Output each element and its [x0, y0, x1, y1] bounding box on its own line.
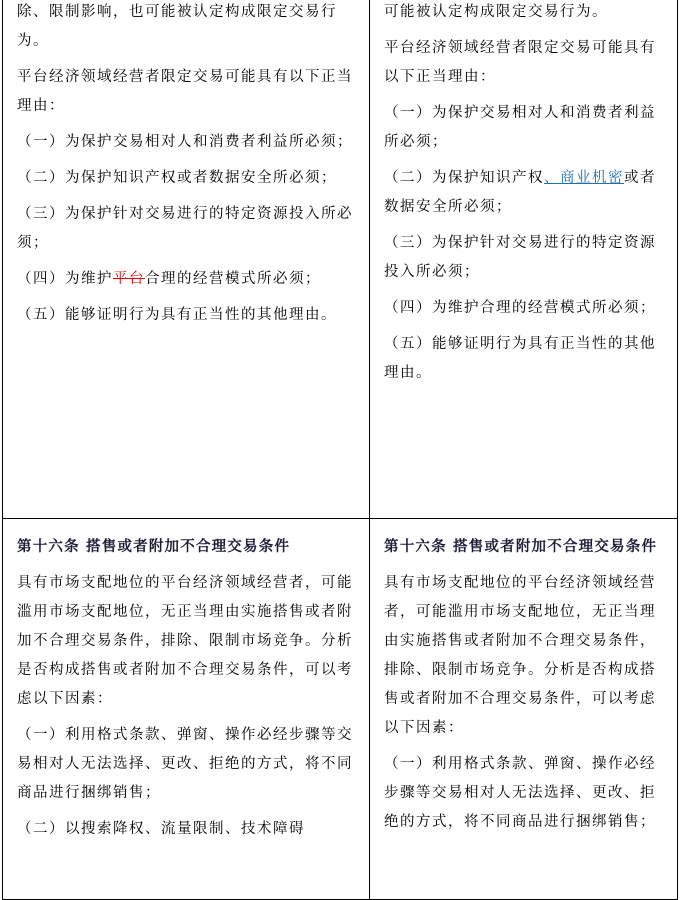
paragraph: （三）为保护针对交易进行的特定资源投入所必须； — [17, 206, 353, 251]
paragraph: （一）为保护交易相对人和消费者利益所必须； — [17, 134, 353, 150]
left-cell-bottom — [3, 519, 370, 900]
paragraph: 具有市场支配地位的平台经济领域经营者，可能滥用市场支配地位，无正当理由实施搭售或者附加不合理交易条件，排除、限制市场竞争。分析是否构成搭售或者附加不合理交易条件，可以考虑以下因素： — [17, 575, 353, 707]
text-run: 合理的经营模式所必须； — [145, 271, 321, 287]
paragraph — [17, 265, 355, 294]
paragraph — [384, 164, 663, 222]
paragraph: （一）利用格式条款、弹窗、操作必经步骤等交易相对人无法选择、更改、拒绝的方式，将不同商品进行捆绑销售； — [384, 756, 656, 830]
paragraph: （五）能够证明行为具有正当性的其他理由。 — [384, 336, 656, 381]
paragraph: （一）为保护交易相对人和消费者利益所必须； — [384, 105, 656, 150]
inserted-text: 、商业机密 — [544, 170, 624, 186]
table-row — [3, 519, 678, 900]
paragraph: 平台经济领域经营者限定交易可能具有以下正当理由： — [384, 40, 656, 85]
right-cell-top — [370, 0, 678, 519]
right-cell-bottom — [370, 519, 678, 900]
paragraph: （一）利用格式条款、弹窗、操作必经步骤等交易相对人无法选择、更改、拒绝的方式，将不同商品进行捆绑销售； — [17, 727, 353, 801]
paragraph: 具有市场支配地位的平台经济领域经营者，可能滥用市场支配地位，无正当理由实施搭售或者附加不合理交易条件，排除、限制市场竞争。分析是否构成搭售或者附加不合理交易条件，可以考虑以下因素： — [384, 575, 656, 736]
deleted-text: 平台 — [113, 271, 145, 287]
paragraph: （五）能够证明行为具有正当性的其他理由。 — [17, 307, 337, 323]
comparison-table — [2, 0, 678, 900]
paragraph: （二）以搜索降权、流量限制、技术障碍 — [17, 821, 305, 837]
text-run: （四）为维护 — [17, 271, 113, 287]
text-run: （二）为保护知识产权 — [384, 170, 544, 186]
paragraph: 可能被认定构成限定交易行为。 — [384, 4, 608, 20]
left-cell-top — [3, 0, 370, 519]
table-row — [3, 0, 678, 519]
paragraph: （三）为保护针对交易进行的特定资源投入所必须； — [384, 235, 656, 280]
paragraph: 平台经济领域经营者限定交易可能具有以下正当理由： — [17, 69, 353, 114]
article-heading: 第十六条 搭售或者附加不合理交易条件 — [17, 539, 291, 555]
paragraph: （二）为保护知识产权或者数据安全所必须； — [17, 170, 337, 186]
paragraph: （四）为维护合理的经营模式所必须； — [384, 300, 656, 316]
paragraph: 除、限制影响，也可能被认定构成限定交易行为。 — [17, 4, 337, 49]
text-run: 或者数据安全所必须； — [384, 170, 656, 215]
article-heading: 第十六条 搭售或者附加不合理交易条件 — [384, 539, 658, 555]
